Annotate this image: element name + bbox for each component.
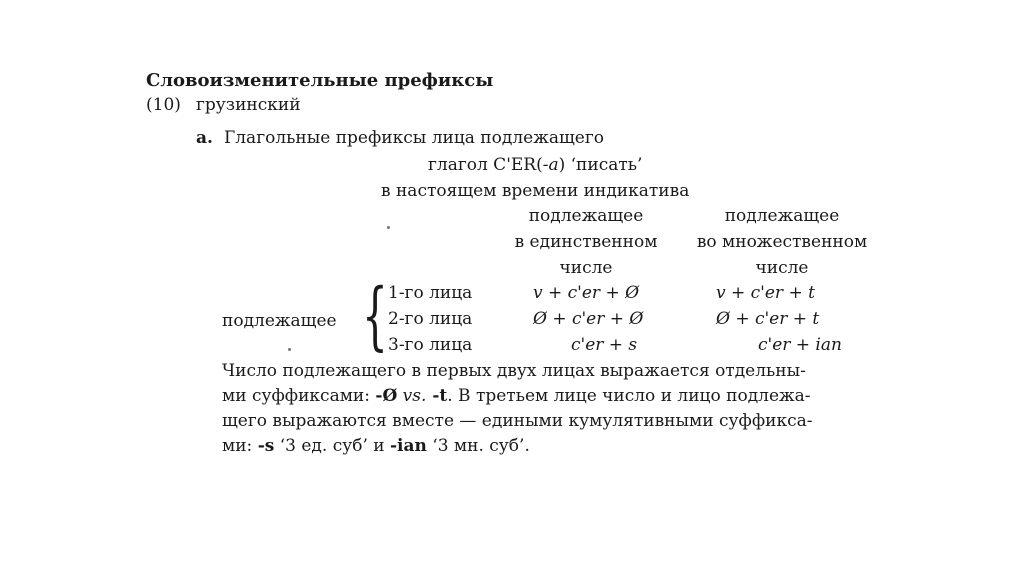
paragraph-line-4-e: ‘3 мн. суб’. [426,436,530,456]
language-name: грузинский [196,95,301,115]
verb-suffix: -a [542,155,559,175]
col-pl-header-2: во множественном [696,232,868,252]
paragraph-line-2-a: ми суффиксами: [222,386,376,406]
row-person-2: 2-го лица [388,309,473,329]
tense-line: в настоящем времени индикатива [381,181,690,201]
col-pl-header-3: числе [755,258,809,278]
paragraph-line-2-e: . В третьем лице число и лицо подлежа- [447,386,811,406]
item-label: а. [196,128,213,148]
verb-line [428,155,642,175]
row-sg-2: Ø + c'er + Ø [533,309,644,329]
scan-speck [387,226,390,229]
verb-gloss: ) ‘писать’ [558,155,643,175]
paragraph-line-4-a: ми: [222,436,258,456]
row-person-3: 3-го лица [388,335,473,355]
col-sg-header-1: подлежащее [528,206,644,226]
verb-prefix: глагол C'ER( [428,155,543,175]
row-person-1: 1-го лица [388,283,473,303]
example-number: (10) [146,95,181,115]
paragraph-line-3: щего выражаются вместе — едиными кумулятивными суффикса- [222,411,813,431]
row-pl-2: Ø + c'er + t [716,309,820,329]
row-pl-1: v + c'er + t [716,283,815,303]
suffix-s: -s [257,436,275,456]
col-pl-header-1: подлежащее [724,206,840,226]
row-sg-1: v + c'er + Ø [533,283,640,303]
col-sg-header-2: в единственном [514,232,658,252]
brace-icon: { [362,273,388,359]
vs-word: vs. [397,386,427,406]
row-pl-3: c'er + ian [758,335,842,355]
heading: Словоизменительные префиксы [146,70,494,91]
col-sg-header-3: числе [559,258,613,278]
scan-speck [288,348,291,351]
paragraph-line-1: Число подлежащего в первых двух лицах выражается отдельны- [222,361,806,381]
suffix-t: -t [426,386,448,406]
paragraph-line-2 [222,386,811,406]
row-group-label: подлежащее [222,311,337,331]
paragraph-line-4 [222,436,530,456]
paragraph-line-4-c: ‘3 ед. суб’ и [274,436,390,456]
suffix-ian: -ian [390,436,427,456]
suffix-zero: -Ø [375,386,398,406]
row-sg-3: c'er + s [571,335,638,355]
item-title: Глагольные префиксы лица подлежащего [224,128,604,148]
